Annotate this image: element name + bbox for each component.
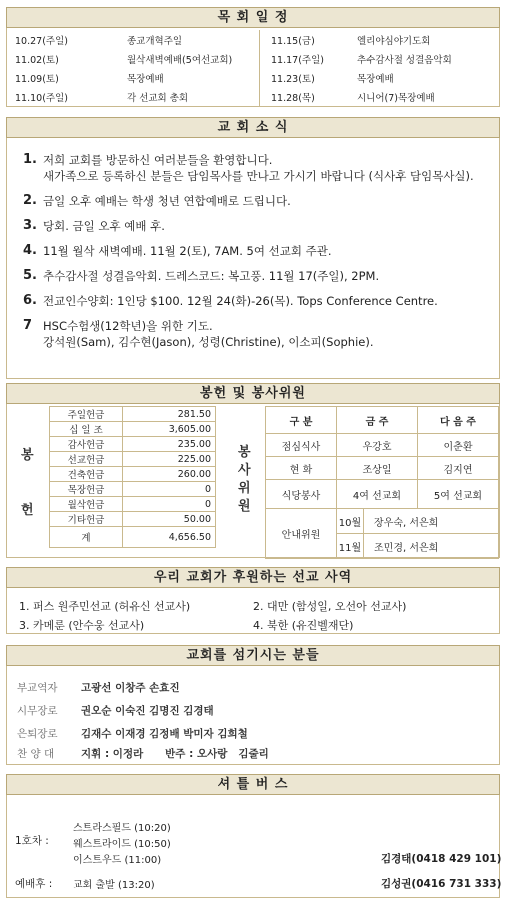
bus-stop: 교회 출발 (13:20) [73,880,155,891]
item-text: 11월 월삭 새벽예배. 11월 2(토), 7AM. 5여 선교회 주관. [43,244,332,258]
item-number: 1. [23,152,37,167]
offering-total: 4,656.50 [123,527,216,548]
offering-label: 주일헌금 [50,407,123,422]
serve-this-week: 조상일 [337,457,418,480]
offering-side-label: 봉 [21,448,34,463]
serve-header: 금 주 [337,407,418,434]
item-number: 3. [23,218,37,233]
table-row [7,68,499,87]
serve-side-label: 위 [238,481,251,496]
list-item [23,243,498,259]
schedule-title: 목 회 일 정 [6,7,500,28]
serve-next-week: 김지연 [418,457,499,480]
schedule-date: 11.23(토) [271,73,315,85]
serve-side-label: 원 [238,499,251,514]
item-number: 6. [23,293,37,308]
bus-route-label: 1호차 : [15,835,49,847]
table-row [50,482,216,497]
offering-amount: 225.00 [123,452,216,467]
offering-amount: 0 [123,497,216,512]
mission-section [6,567,500,634]
list-item: 4. 북한 (유진벨재단) [253,619,354,632]
item-number: 7 [23,318,33,333]
staff-role: 찬 양 대 [17,748,55,760]
table-row [50,527,216,548]
list-item: 3. 카메룬 (안수웅 선교사) [19,619,145,632]
list-item [23,152,498,184]
item-text: 당회. 금일 오후 예배 후. [43,219,165,233]
schedule-event: 목장예배 [127,73,164,85]
bus-contact: 김경태(0418 429 101) [381,853,502,865]
schedule-date: 10.27(주일) [15,35,68,47]
item-text: 금일 오후 예배는 학생 청년 연합예배로 드립니다. [43,194,291,208]
schedule-event: 각 선교회 총회 [127,92,189,104]
serve-this-week: 4여 선교회 [337,480,418,509]
offering-label: 목장헌금 [50,482,123,497]
list-item [23,293,498,309]
staff-section [6,645,500,765]
list-item: 2. 대만 (함성일, 오선아 선교사) [253,600,407,613]
serve-this-week: 우강호 [337,434,418,457]
schedule-date: 11.17(주일) [271,54,324,66]
table-row [7,30,499,49]
offering-side-label: 헌 [21,503,34,518]
item-text: 저희 교회를 방문하신 여러분들을 환영합니다. [43,153,273,167]
table-row [7,49,499,68]
serve-category: 점심식사 [266,434,337,457]
table-row [50,422,216,437]
schedule-event: 추수감사절 성결음악회 [357,54,452,66]
list-item [23,218,498,234]
schedule-date: 11.15(금) [271,35,315,47]
offering-label: 십 일 조 [50,422,123,437]
bus-title: 셔 틀 버 스 [6,774,500,795]
item-text: 강석원(Sam), 김수현(Jason), 성령(Christine), 이소피(Sophie). [43,335,374,349]
serve-side-label: 사 [238,463,251,478]
offering-total-label: 계 [50,527,123,548]
item-text: HSC수험생(12학년)을 위한 기도. [43,319,213,333]
item-number: 5. [23,268,37,283]
serve-category: 식당봉사 [266,480,337,509]
item-number: 2. [23,193,37,208]
offering-amount: 50.00 [123,512,216,527]
staff-names: 김재수 이재경 김정배 박미자 김희철 [81,728,248,740]
list-item: 1. 퍼스 원주민선교 (허유신 선교사) [19,600,191,613]
usher-month: 11월 [337,534,364,559]
mission-title: 우리 교회가 후원하는 선교 사역 [6,567,500,588]
table-row [7,87,499,106]
list-item [17,746,269,761]
offering-amount: 3,605.00 [123,422,216,437]
offering-label: 감사헌금 [50,437,123,452]
staff-names: 지휘 : 이정라 반주 : 오사랑 김줄리 [81,748,269,760]
list-item [23,193,498,209]
schedule-date: 11.02(토) [15,54,59,66]
schedule-event: 목장예배 [357,73,394,85]
serve-header: 다 음 주 [418,407,499,434]
staff-title: 교회를 섬기시는 분들 [6,645,500,666]
usher-label: 안내위원 [266,509,337,559]
list-item [23,318,498,350]
schedule-event: 종교개혁주일 [127,35,183,47]
offering-label: 건축헌금 [50,467,123,482]
list-item [23,268,498,284]
table-row [266,480,499,509]
list-item [17,703,214,718]
list-item [17,680,180,695]
offering-amount: 260.00 [123,467,216,482]
schedule-date: 11.09(토) [15,73,59,85]
schedule-event: 월삭새벽예배(5여선교회) [127,54,233,66]
staff-names: 고광선 이창주 손효진 [81,682,180,694]
news-list [23,152,498,359]
staff-names: 권오순 이숙진 김명진 김경태 [81,705,214,717]
schedule-date: 11.28(목) [271,92,315,104]
table-row [50,467,216,482]
usher-names: 장우숙, 서은희 [364,509,499,534]
news-section [6,117,500,379]
bus-stop: 웨스트라이드 (10:50) [73,839,171,850]
offering-label: 기타헌금 [50,512,123,527]
schedule-table [7,30,499,106]
offering-section [6,383,500,558]
offering-title: 봉헌 및 봉사위원 [6,383,500,404]
serve-next-week: 이춘환 [418,434,499,457]
bus-stop: 스트라스필드 (10:20) [73,823,171,834]
bus-stop: 이스트우드 (11:00) [73,855,162,866]
table-row [50,497,216,512]
serve-table [265,406,499,559]
staff-role: 시무장로 [17,705,58,717]
news-title: 교 회 소 식 [6,117,500,138]
schedule-section [6,7,500,107]
table-row [50,512,216,527]
bus-route-label: 예배후 : [15,878,53,890]
offering-amount: 235.00 [123,437,216,452]
staff-role: 은퇴장로 [17,728,58,740]
offering-amount: 0 [123,482,216,497]
usher-names: 조민경, 서은희 [364,534,499,559]
table-row [266,509,499,534]
table-row [50,437,216,452]
offering-label: 선교헌금 [50,452,123,467]
table-row [266,434,499,457]
serve-category: 현 화 [266,457,337,480]
usher-month: 10월 [337,509,364,534]
offering-table [49,406,216,548]
schedule-event: 시니어(7)목장예배 [357,92,435,104]
serve-header: 구 분 [266,407,337,434]
table-row [266,457,499,480]
serve-side-label: 봉 [238,445,251,460]
schedule-date: 11.10(주일) [15,92,68,104]
staff-role: 부교역자 [17,682,58,694]
table-row [266,407,499,434]
table-row [50,452,216,467]
list-item [17,726,248,741]
item-text: 추수감사절 성결음악회. 드레스코드: 복고풍. 11월 17(주일), 2PM. [43,269,380,283]
table-row [50,407,216,422]
offering-amount: 281.50 [123,407,216,422]
item-text: 전교인수양회: 1인당 $100. 12월 24(화)-26(목). Tops Conference Centre. [43,294,438,308]
item-number: 4. [23,243,37,258]
offering-label: 월삭헌금 [50,497,123,512]
item-text: 새가족으로 등록하신 분들은 담임목사를 만나고 가시기 바랍니다 (식사후 담임목사실). [43,169,474,183]
serve-next-week: 5여 선교회 [418,480,499,509]
schedule-event: 엘리야심야기도회 [357,35,431,47]
bus-contact: 김성권(0416 731 333) [381,878,502,890]
bus-section [6,774,500,898]
